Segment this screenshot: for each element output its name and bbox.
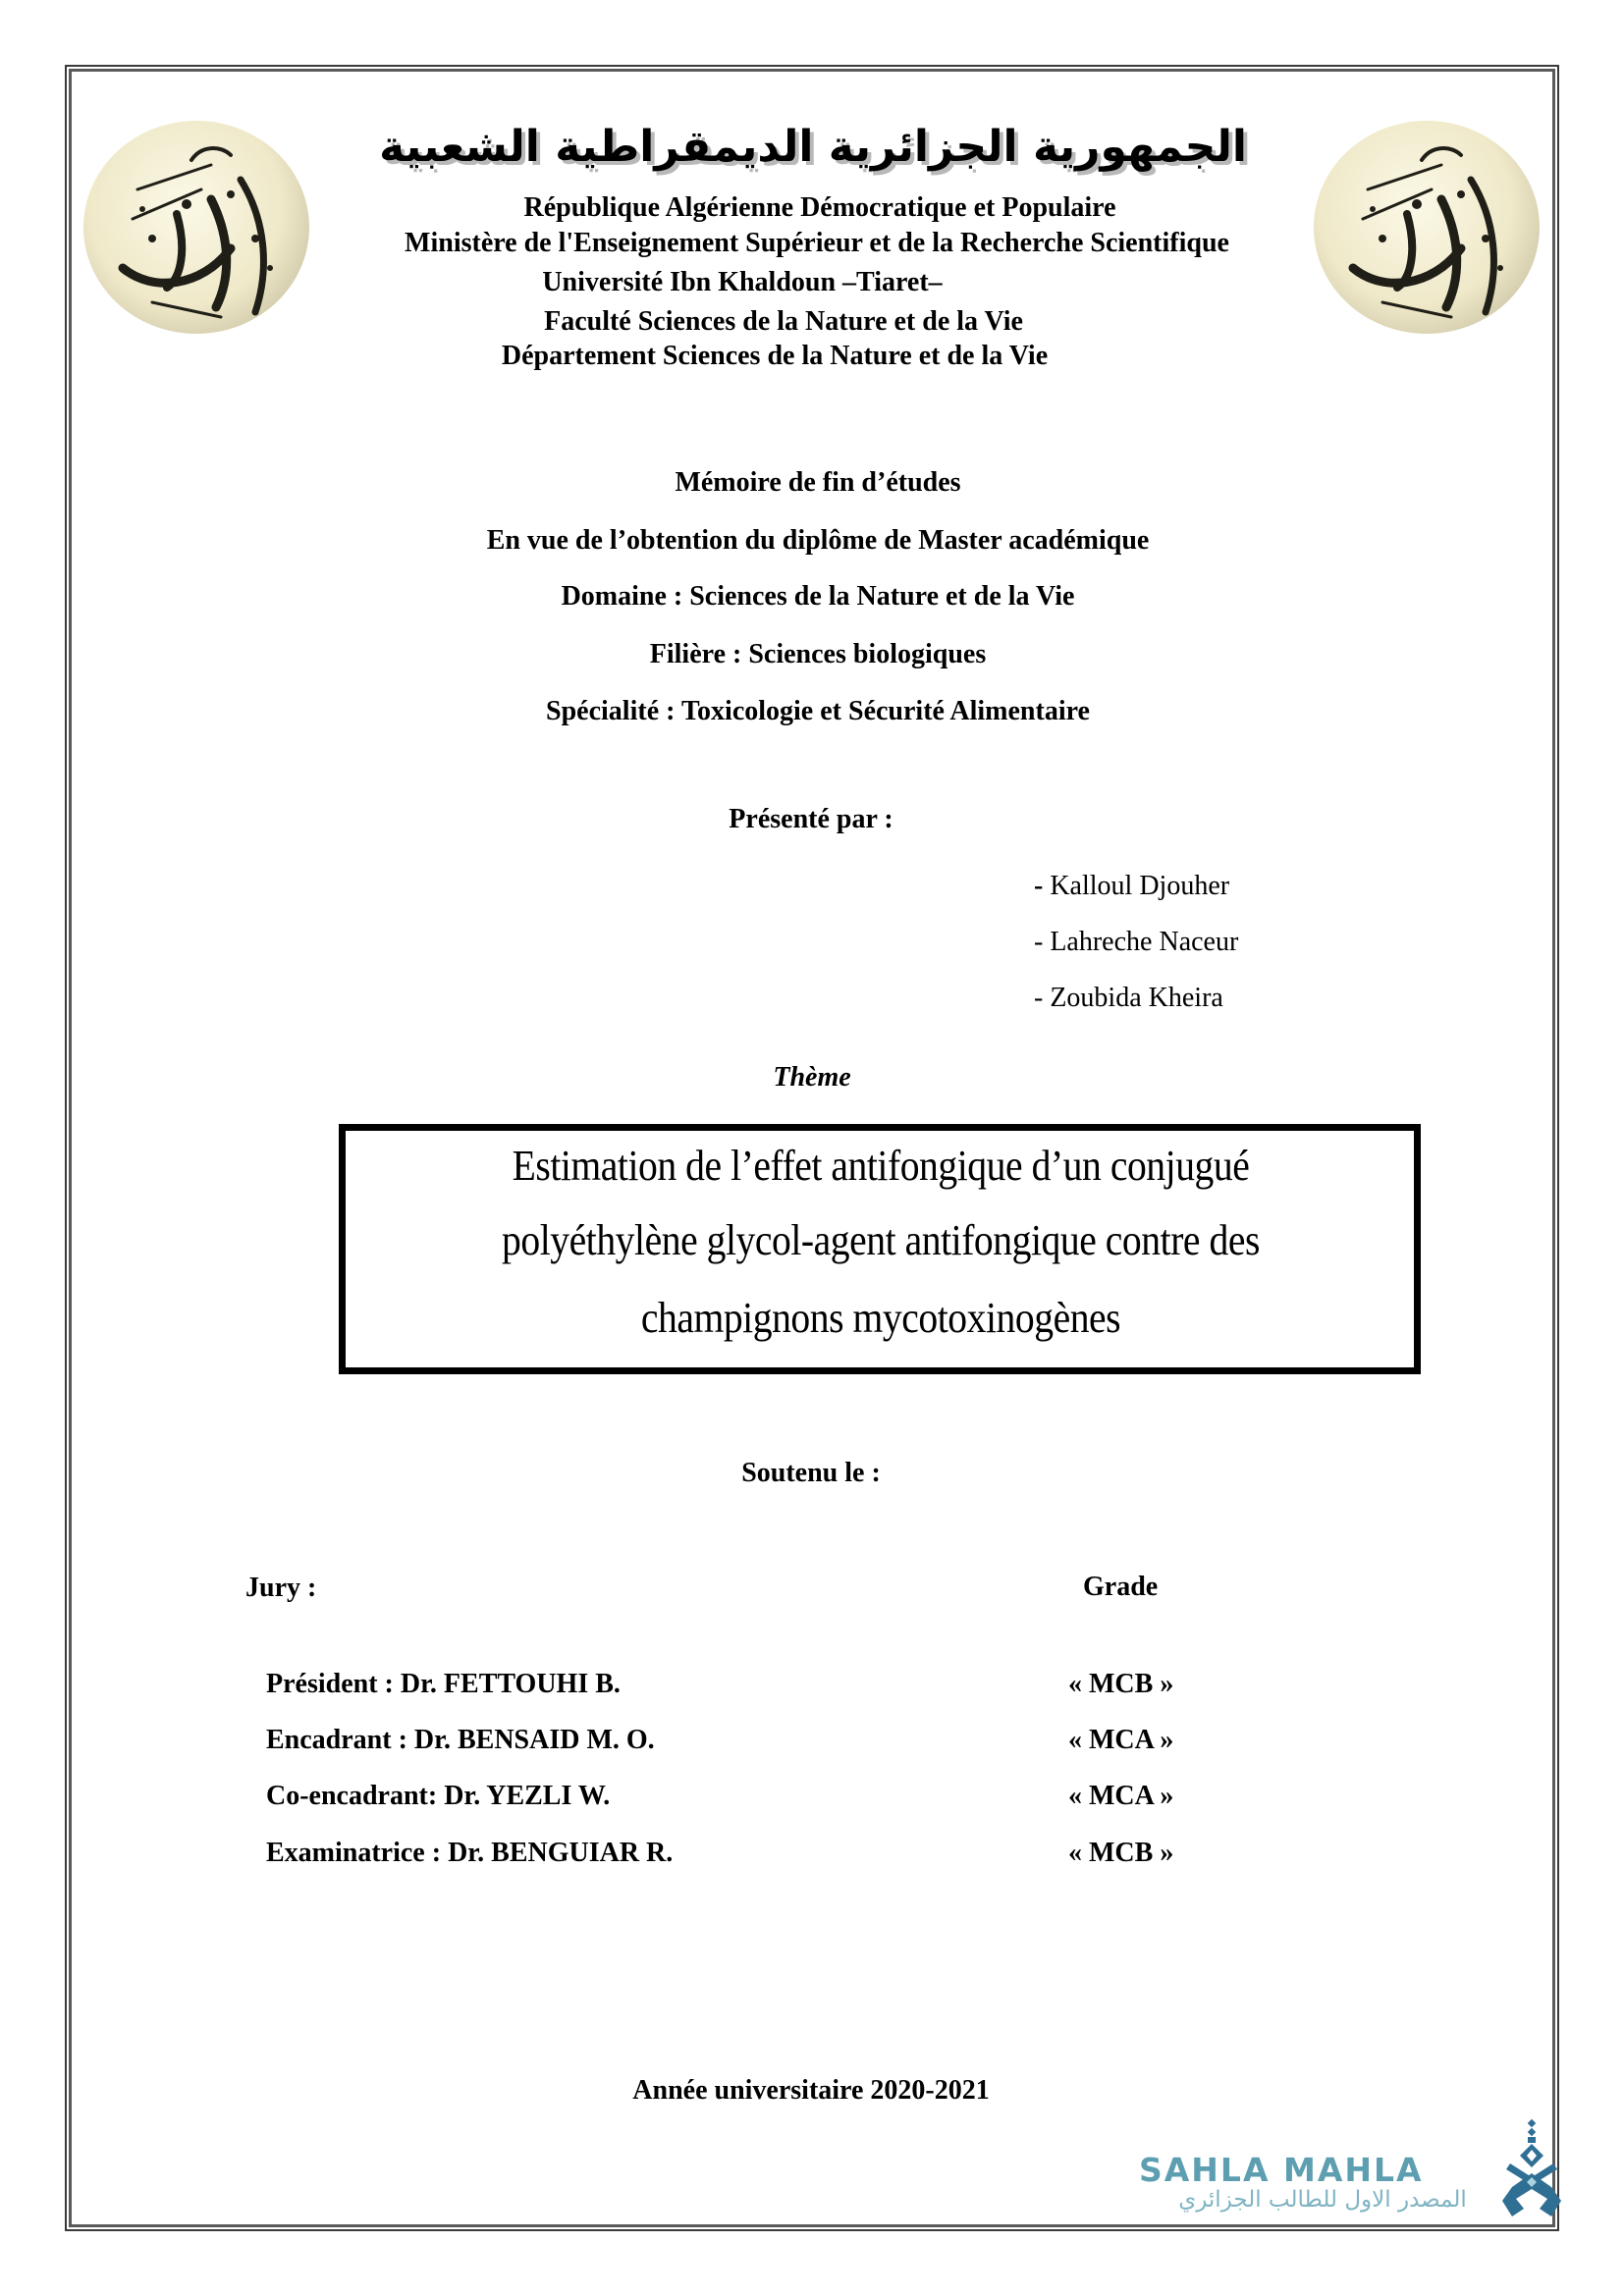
author-name: Zoubida Kheira [1043,983,1223,1013]
jury-grade: « MCB » [1068,1669,1174,1699]
thesis-title-line: champignons mycotoxinogènes [640,1294,1121,1342]
academic-year: Année universitaire 2020-2021 [632,2075,990,2106]
author-item [1034,873,1229,900]
author-item [1034,929,1238,956]
author-name: Kalloul Djouher [1043,871,1230,901]
degree-objective: En vue de l’obtention du diplôme de Master académique [486,525,1150,556]
university-seal-left-icon [83,121,309,334]
faculty-name: Faculté Sciences de la Nature et de la Vie [544,306,1023,337]
seal-calligraphy-icon [83,121,309,334]
presented-by-label: Présenté par : [729,804,893,834]
speciality-line: Spécialité : Toxicologie et Sécurité Alimentaire [546,696,1090,726]
theme-label: Thème [773,1062,851,1093]
jury-member-examiner: Examinatrice : Dr. BENGUIAR R. [266,1838,674,1868]
university-name: Université Ibn Khaldoun –Tiaret– [542,267,943,297]
author-item [1034,985,1223,1012]
watermark-brand: SAHLA MAHLA [1139,2151,1424,2189]
jury-grade: « MCB » [1068,1838,1174,1868]
jury-grade: « MCA » [1068,1781,1174,1811]
jury-label: Jury : [245,1573,317,1603]
ministry-name: Ministère de l'Enseignement Supérieur et de la Recherche Scientifique [405,228,1229,258]
domain-line: Domaine : Sciences de la Nature et de la Vie [561,581,1075,612]
author-dash: - [1034,871,1044,901]
grade-label: Grade [1083,1572,1159,1602]
defense-date-label: Soutenu le : [741,1458,881,1488]
author-name: Lahreche Naceur [1043,927,1239,957]
author-dash: - [1034,983,1044,1013]
jury-member-supervisor: Encadrant : Dr. BENSAID M. O. [266,1725,655,1755]
sahla-mahla-emblem-icon [1502,2118,1563,2220]
author-dash: - [1034,927,1044,957]
watermark-tagline: المصدر الاول للطالب الجزائري [1178,2187,1467,2213]
jury-grade: « MCA » [1068,1725,1174,1755]
thesis-title-line: polyéthylène glycol-agent antifongique contre des [502,1216,1260,1264]
republic-name: République Algérienne Démocratique et Populaire [523,192,1116,223]
department-name: Département Sciences de la Nature et de la Vie [501,341,1049,371]
thesis-title-line: Estimation de l’effet antifongique d’un conjugué [512,1142,1250,1190]
field-line: Filière : Sciences biologiques [649,639,987,669]
jury-member-president: Président : Dr. FETTOUHI B. [266,1669,621,1699]
university-seal-right-icon [1314,121,1540,334]
seal-calligraphy-icon [1314,121,1540,334]
arabic-republic-title: الجمهورية الجزائرية الديمقراطية الشعبية [379,122,1247,172]
jury-member-co-supervisor: Co-encadrant: Dr. YEZLI W. [266,1781,611,1811]
memoire-heading: Mémoire de fin d’études [675,467,961,498]
